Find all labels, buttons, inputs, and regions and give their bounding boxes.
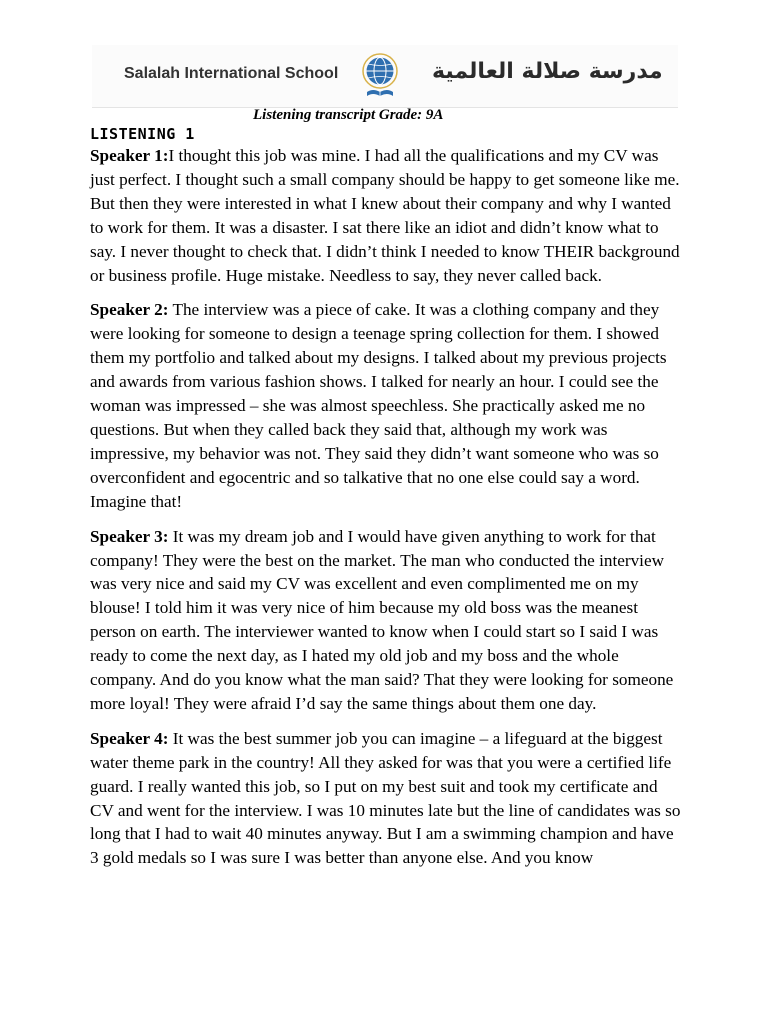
speaker-4-text: It was the best summer job you can imagine – a lifeguard at the biggest water theme park in the country! All they asked for was that you were a certified life guard. I really wanted this job, so I put on my best suit and took my certificate and CV and went for the interview. I was 10 minutes late but the line of candidates was so long that I had to wait 40 minutes anyway. But I am a swimming champion and have 3 gold medals so I was sure I was better than anyone else. And you know <box>90 728 681 868</box>
speaker-3-text: It was my dream job and I would have given anything to work for that company! They were the best on the market. The man who conducted the interview was very nice and said my CV was excellent and even complimented me on my blouse! I told him it was very nice of him because my old boss was the meanest person on earth. The interviewer wanted to know when I could start so I said I was ready to come the next day, as I hated my old job and my boss and the whole company. And do you know what the man said? That they were looking for someone more loyal! They were afraid I’d say the same things about them one day. <box>90 526 674 713</box>
speaker-4-paragraph <box>90 727 682 870</box>
speaker-2-label: Speaker 2: <box>90 300 169 320</box>
speaker-4-label: Speaker 4: <box>90 728 169 748</box>
school-name-arabic: مدرسة صلالة العالمية <box>432 59 663 84</box>
speaker-2-text: The interview was a piece of cake. It was a clothing company and they were looking for someone to design a teenage spring collection for them. I showed them my portfolio and talked about my designs. I talked about my previous projects and awards from various fashion shows. I talked for nearly an hour. I could see the woman was impressed – she was almost speechless. She practically asked me no questions. But when they called back they said that, although my work was impressive, my behavior was not. They said they didn’t want someone who was so overconfident and egocentric and so talkative that no one else could say a word. Imagine that! <box>90 300 667 511</box>
school-name-english: Salalah International School <box>124 65 339 82</box>
speaker-3-paragraph <box>90 525 682 716</box>
section-heading: LISTENING 1 <box>90 125 195 143</box>
globe-book-emblem-icon <box>360 50 400 100</box>
speaker-3-label: Speaker 3: <box>90 526 169 546</box>
transcript-body <box>90 144 682 881</box>
speaker-1-label: Speaker 1: <box>90 146 169 165</box>
speaker-1-paragraph <box>90 144 682 287</box>
school-header-banner <box>92 45 678 108</box>
transcript-caption: Listening transcript Grade: 9A <box>253 107 444 123</box>
speaker-1-text: I thought this job was mine. I had all the qualifications and my CV was just perfect. I thought such a small company should be happy to get someone like me. But then they were interested in what I knew about their company and why I wanted to work for them. It was a disaster. I sat there like an idiot and didn’t know what to say. I never thought to check that. I didn’t think I needed to know THEIR background or business profile. Huge mistake. Needless to say, they never called back. <box>90 146 680 285</box>
speaker-2-paragraph <box>90 298 682 513</box>
